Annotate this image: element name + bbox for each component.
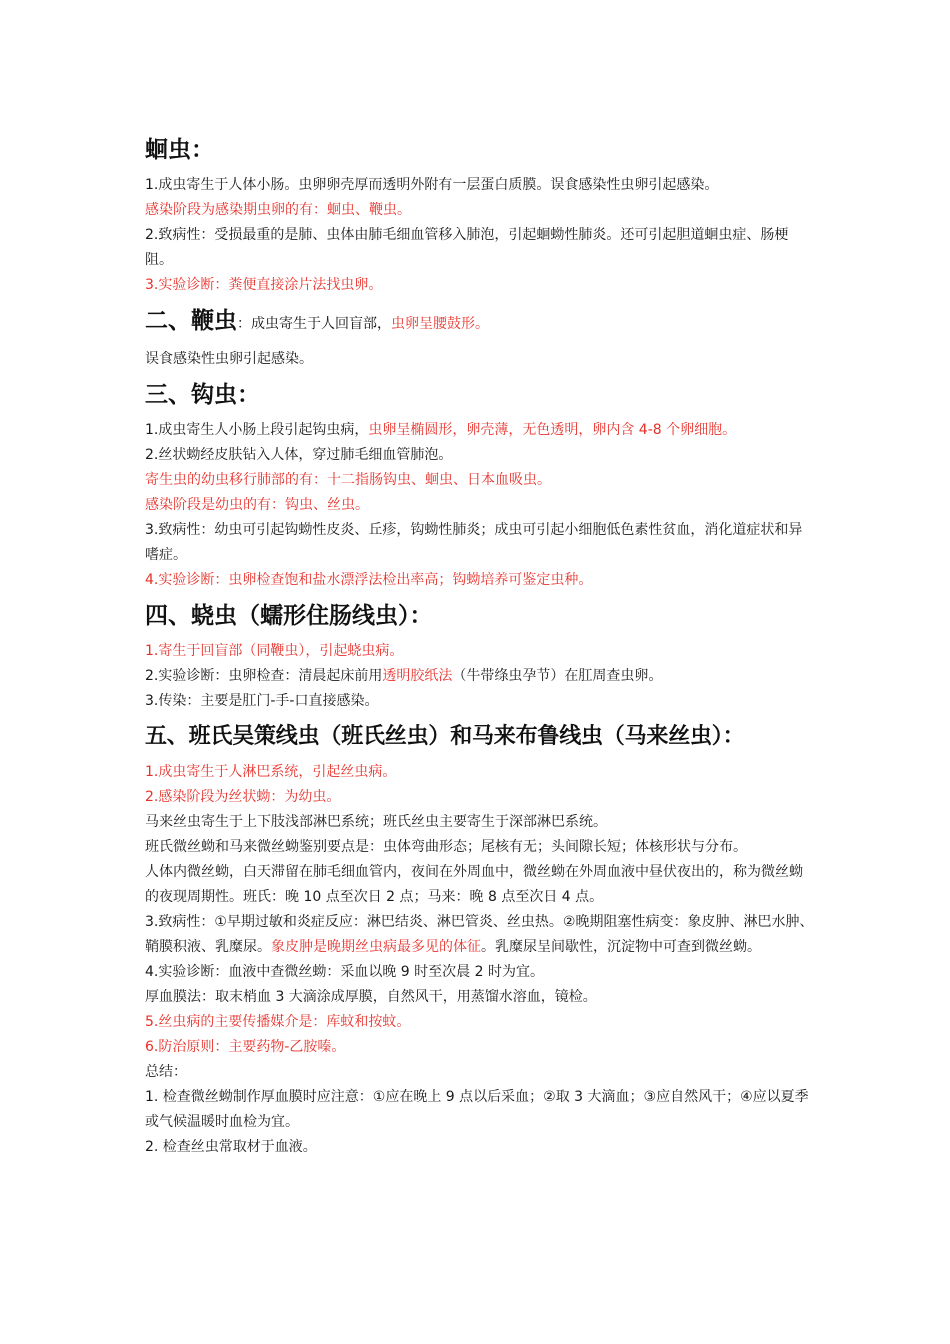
heading-whipworm-note-red: 虫卵呈腰鼓形。 (391, 316, 489, 332)
para-filaria-6a: 3.致病性：①早期过敏和炎症反应：淋巴结炎、淋巴管炎、丝虫热。②晚期阻塞性病变：象皮肿、淋巴水肿、鞘膜积液、乳糜尿。 (145, 914, 814, 955)
heading-whipworm-title: 二、鞭虫 (145, 308, 237, 334)
heading-hookworm: 三、钩虫： (145, 382, 260, 408)
para-filaria-6b: 象皮肿是晚期丝虫病最多见的体征 (271, 939, 481, 955)
para-hookworm-6: 4.实验诊断：虫卵检查饱和盐水漂浮法检出率高；钩蚴培养可鉴定虫种。 (145, 572, 593, 588)
para-pinworm-2c: （牛带绦虫孕节）在肛周查虫卵。 (452, 668, 663, 684)
para-roundworm-2: 感染阶段为感染期虫卵的有：蛔虫、鞭虫。 (145, 202, 411, 218)
para-filaria-4: 班氏微丝蚴和马来微丝蚴鉴别要点是：虫体弯曲形态；尾核有无；头间隙长短；体核形状与分布。 (145, 839, 747, 855)
para-roundworm-1: 1.成虫寄生于人体小肠。虫卵卵壳厚而透明外附有一层蛋白质膜。误食感染性虫卵引起感染。 (145, 177, 719, 193)
para-filaria-5: 人体内微丝蚴，白天滞留在肺毛细血管内，夜间在外周血中，微丝蚴在外周血液中昼伏夜出的，称为微丝蚴的夜现周期性。班氏：晚 10 点至次日 2 点；马来：晚 8 点至次日 4 点。 (145, 864, 803, 905)
para-filaria-6c: 。乳糜尿呈间歇性，沉淀物中可查到微丝蚴。 (481, 939, 761, 955)
para-summary-1: 1. 检查微丝蚴制作厚血膜时应注意：①应在晚上 9 点以后采血；②取 3 大滴血；③应自然风干；④应以夏季或气候温暖时血检为宜。 (145, 1089, 809, 1130)
para-pinworm-2a: 2.实验诊断：虫卵检查：清晨起床前用 (145, 668, 383, 684)
para-filaria-1: 1.成虫寄生于人淋巴系统，引起丝虫病。 (145, 764, 397, 780)
para-filaria-10: 6.防治原则：主要药物-乙胺嗪。 (145, 1039, 346, 1055)
para-filaria-7: 4.实验诊断：血液中查微丝蚴：采血以晚 9 时至次晨 2 时为宜。 (145, 964, 544, 980)
para-filaria-3: 马来丝虫寄生于上下肢浅部淋巴系统；班氏丝虫主要寄生于深部淋巴系统。 (145, 814, 607, 830)
heading-filaria: 五、班氏吴策线虫（班氏丝虫）和马来布鲁线虫（马来丝虫）： (145, 724, 745, 749)
para-summary-2: 2. 检查丝虫常取材于血液。 (145, 1139, 317, 1155)
para-hookworm-5: 3.致病性：幼虫可引起钩蚴性皮炎、丘疹，钩蚴性肺炎；成虫可引起小细胞低色素性贫血，消化道症状和异嗜症。 (145, 522, 803, 563)
para-filaria-9: 5.丝虫病的主要传播媒介是：库蚊和按蚊。 (145, 1014, 411, 1030)
para-whipworm-1: 误食感染性虫卵引起感染。 (145, 351, 313, 367)
heading-roundworm: 蛔虫： (145, 137, 214, 163)
para-summary-label: 总结： (145, 1064, 187, 1080)
para-filaria-8: 厚血膜法：取末梢血 3 大滴涂成厚膜，自然风干，用蒸馏水溶血，镜检。 (145, 989, 597, 1005)
heading-pinworm: 四、蛲虫（蠕形住肠线虫）： (145, 603, 433, 629)
para-filaria-6 (145, 910, 815, 960)
para-pinworm-3: 3.传染：主要是肛门-手-口直接感染。 (145, 693, 379, 709)
heading-whipworm-note: ：成虫寄生于人回盲部， (237, 316, 391, 332)
para-hookworm-1a: 1.成虫寄生人小肠上段引起钩虫病， (145, 422, 369, 438)
para-pinworm-1b: 寄生于回盲部（同鞭虫），引起蛲虫病。 (158, 643, 404, 659)
para-roundworm-3: 2.致病性：受损最重的是肺、虫体由肺毛细血管移入肺泡，引起蛔蚴性肺炎。还可引起胆道蛔虫症、肠梗阻。 (145, 227, 789, 268)
para-roundworm-4: 3.实验诊断：粪便直接涂片法找虫卵。 (145, 277, 383, 293)
para-pinworm-2b: 透明胶纸法 (382, 668, 453, 684)
heading-whipworm (145, 306, 815, 339)
para-pinworm-2 (145, 664, 815, 689)
para-filaria-2: 2.感染阶段为丝状蚴：为幼虫。 (145, 789, 341, 805)
para-hookworm-1 (145, 418, 815, 443)
document-page (145, 135, 815, 1160)
para-pinworm-1a: 1. (145, 643, 159, 659)
para-hookworm-4: 感染阶段是幼虫的有：钩虫、丝虫。 (145, 497, 369, 513)
para-pinworm-1 (145, 639, 815, 664)
para-hookworm-3: 寄生虫的幼虫移行肺部的有：十二指肠钩虫、蛔虫、日本血吸虫。 (145, 472, 551, 488)
para-hookworm-1b: 虫卵呈椭圆形，卵壳薄，无色透明，卵内含 4-8 个卵细胞。 (368, 422, 737, 438)
para-hookworm-2: 2.丝状蚴经皮肤钻入人体，穿过肺毛细血管肺泡。 (145, 447, 453, 463)
